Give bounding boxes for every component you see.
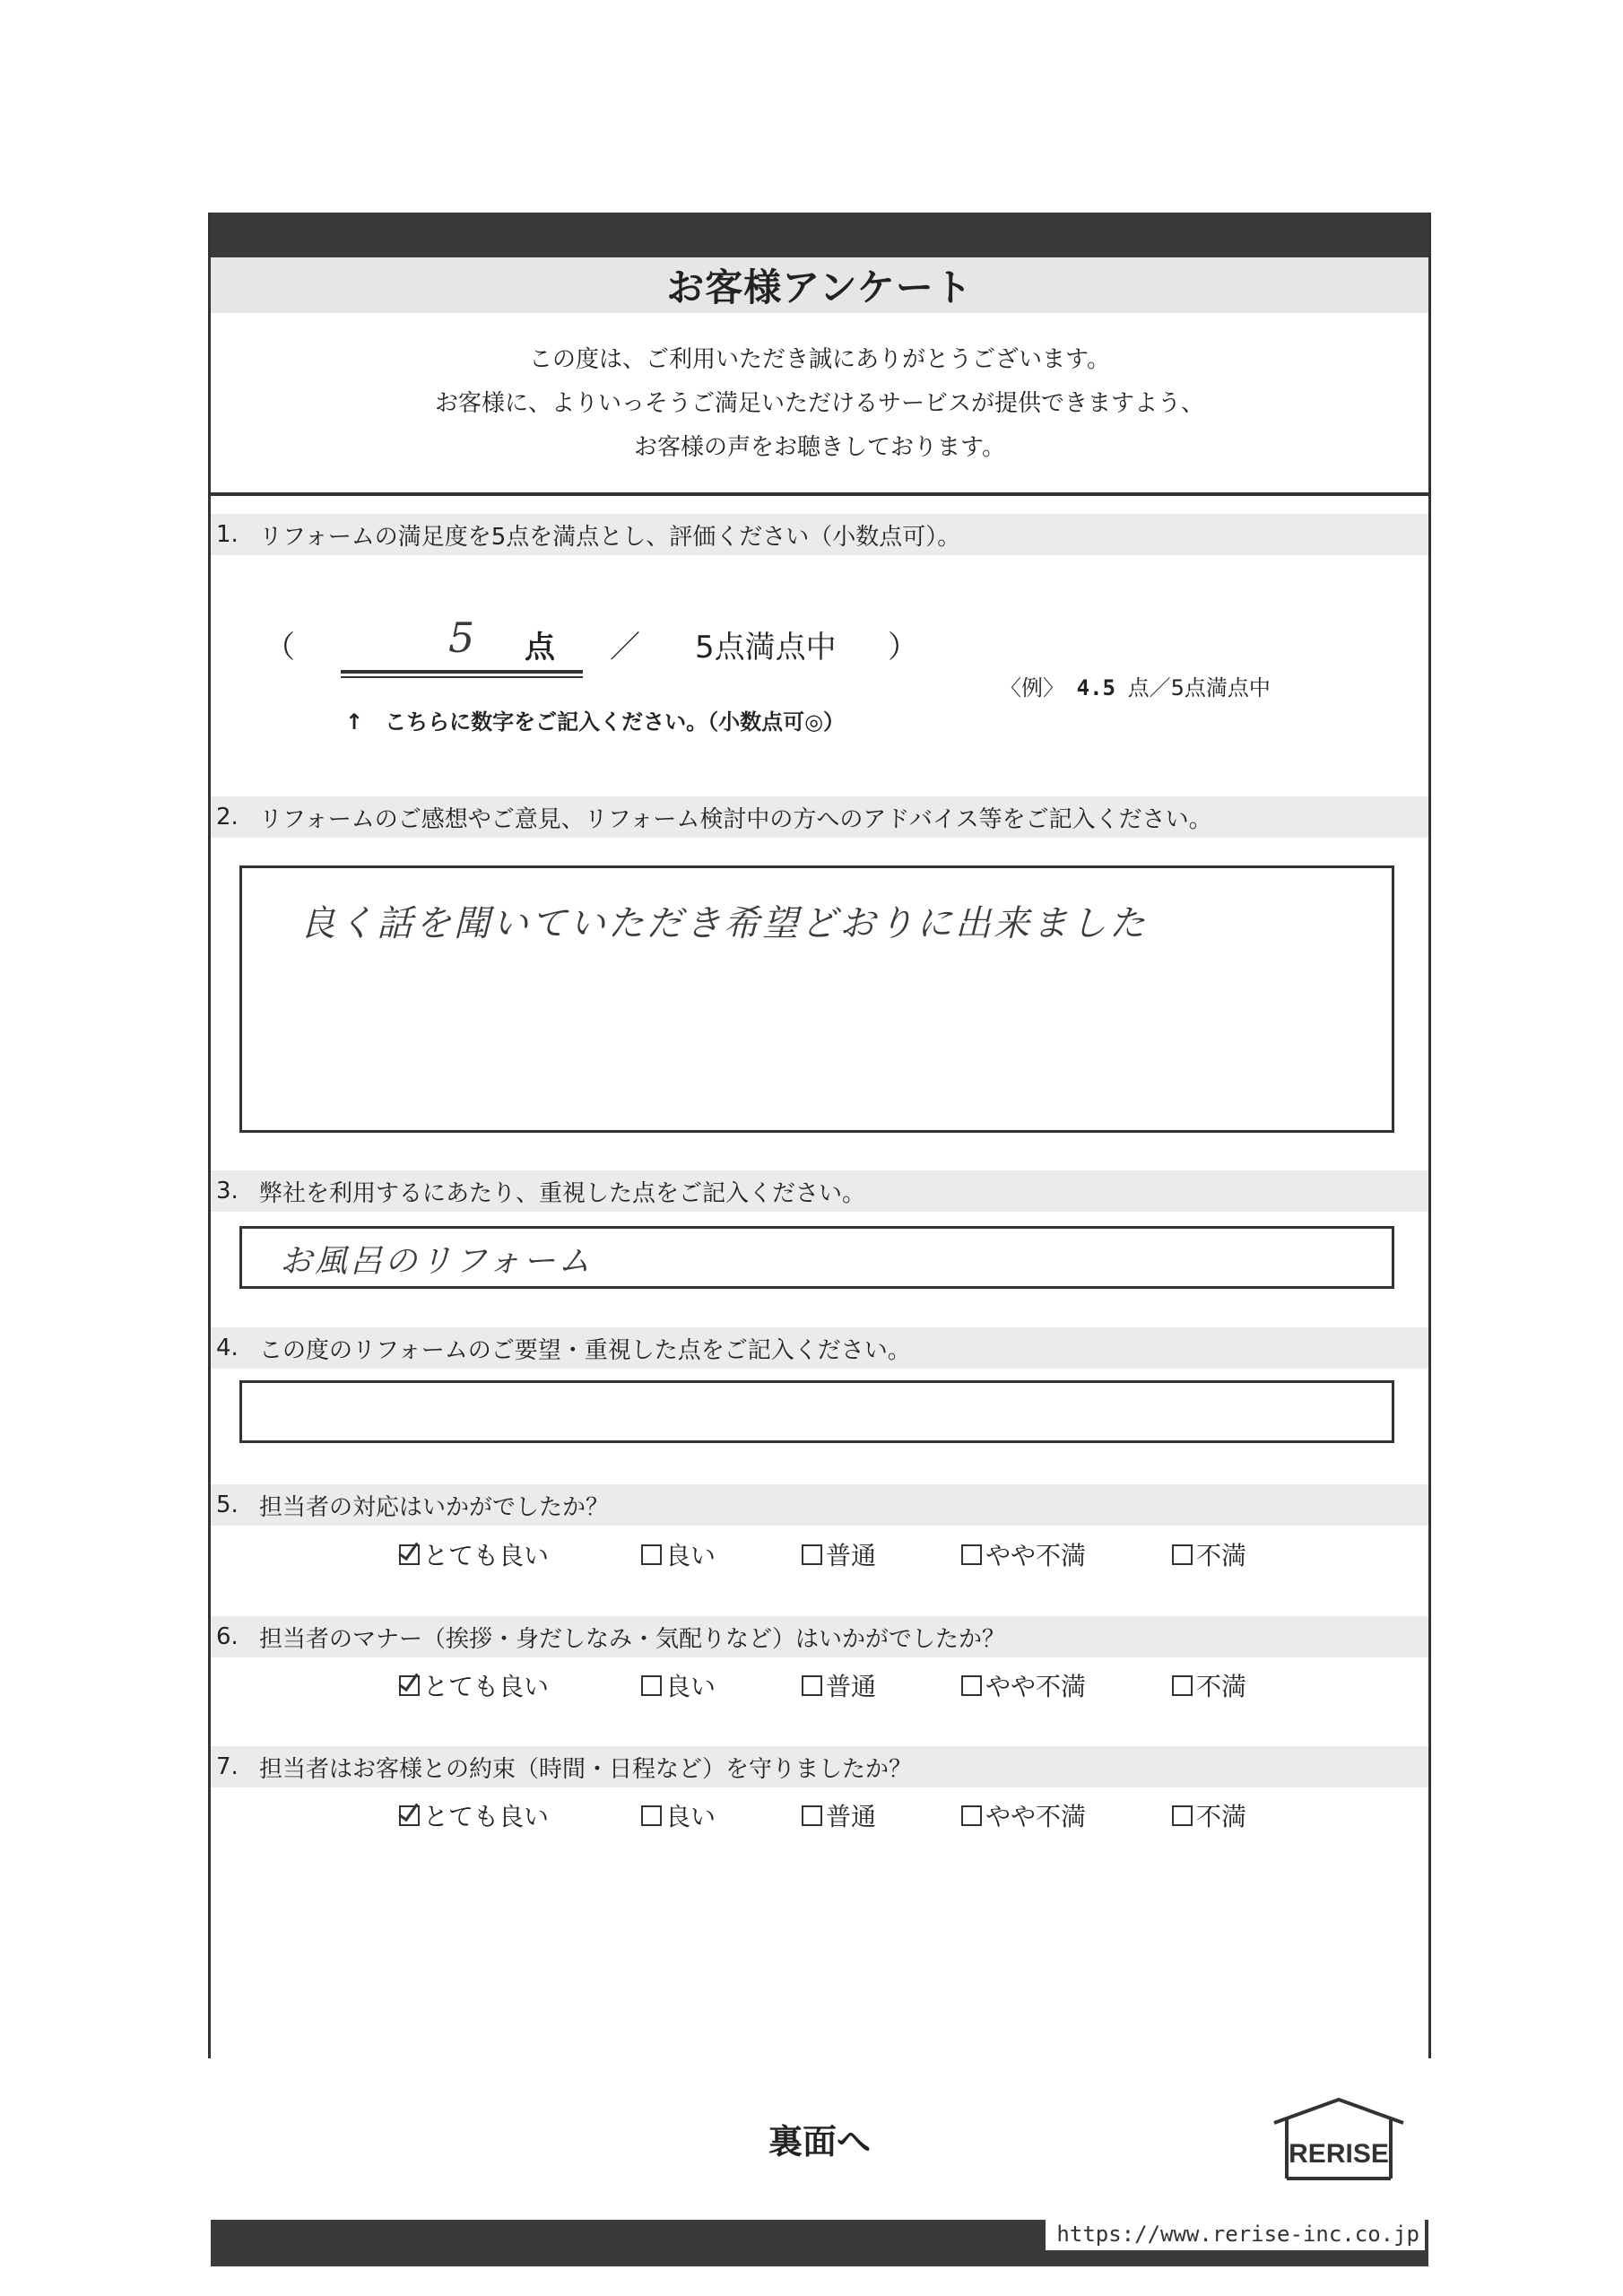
checkbox-icon[interactable]	[961, 1805, 982, 1826]
question-3	[211, 1170, 1428, 1212]
question-7	[211, 1746, 1428, 1787]
checkbox-checked-icon[interactable]	[399, 1805, 420, 1826]
score-max: 5点満点中	[695, 630, 837, 665]
open-paren: （	[265, 630, 295, 665]
question-number: 7.	[216, 1753, 239, 1780]
checkbox-checked-icon[interactable]	[399, 1544, 420, 1565]
checkbox-icon[interactable]	[802, 1544, 822, 1565]
question-number: 1.	[216, 521, 239, 548]
option-label: やや不満	[985, 1672, 1087, 1701]
checkbox-icon[interactable]	[1172, 1544, 1193, 1565]
score-underline	[341, 670, 583, 674]
question-number: 5.	[216, 1492, 239, 1518]
intro-line: この度は、ご利用いただき誠にありがとうございます。	[529, 346, 1110, 373]
checkbox-checked-icon[interactable]	[399, 1675, 420, 1696]
option-dissatisfied[interactable]	[1172, 1667, 1246, 1703]
option-label: やや不満	[985, 1802, 1087, 1831]
score-answer[interactable]: 5	[448, 613, 478, 662]
option-label: とても良い	[423, 1802, 550, 1831]
question-1	[211, 514, 1428, 555]
option-label: 不満	[1196, 1541, 1247, 1570]
top-bar	[211, 213, 1428, 257]
header-divider	[211, 492, 1428, 496]
question-2	[211, 796, 1428, 838]
checkbox-icon[interactable]	[961, 1675, 982, 1696]
example-label: 〈例〉	[1000, 675, 1064, 700]
option-good[interactable]	[641, 1797, 716, 1833]
question-text: 担当者の対応はいかがでしたか？	[259, 1493, 610, 1521]
title-bar	[211, 257, 1428, 313]
option-label: とても良い	[423, 1541, 550, 1570]
checkbox-icon[interactable]	[1172, 1805, 1193, 1826]
website-url[interactable]: https://www.rerise-inc.co.jp	[1046, 2220, 1425, 2250]
option-label: 良い	[665, 1541, 716, 1570]
option-somewhat-dissatisfied[interactable]	[961, 1797, 1086, 1833]
checkbox-icon[interactable]	[641, 1675, 662, 1696]
question-text: この度のリフォームのご要望・重視した点をご記入ください。	[259, 1336, 911, 1364]
form-title: お客様アンケート	[666, 265, 973, 309]
comment-box[interactable]	[239, 865, 1394, 1133]
option-average[interactable]	[802, 1536, 876, 1572]
question-text: リフォームのご感想やご意見、リフォーム検討中の方へのアドバイス等をご記入ください。	[259, 805, 1212, 833]
option-very-good[interactable]	[399, 1536, 549, 1572]
request-field[interactable]	[239, 1380, 1394, 1443]
score-slash: ／	[610, 630, 640, 665]
example-value: 4.5	[1076, 675, 1115, 700]
rating-options	[211, 1797, 1428, 1833]
score-row	[265, 613, 918, 666]
checkbox-icon[interactable]	[961, 1544, 982, 1565]
question-text: 弊社を利用するにあたり、重視した点をご記入ください。	[259, 1179, 866, 1207]
question-5	[211, 1484, 1428, 1526]
question-4	[211, 1327, 1428, 1369]
option-dissatisfied[interactable]	[1172, 1797, 1246, 1833]
question-6	[211, 1616, 1428, 1657]
score-note: ↑ こちらに数字をご記入ください。（小数点可◎）	[345, 709, 846, 735]
option-label: とても良い	[423, 1672, 550, 1701]
option-dissatisfied[interactable]	[1172, 1536, 1246, 1572]
option-label: 普通	[826, 1672, 877, 1701]
score-example	[1000, 670, 1271, 701]
score-underline-double	[341, 676, 583, 678]
intro-line: お客様に、よりいっそうご満足いただけるサービスが提供できますよう、	[434, 390, 1204, 417]
option-somewhat-dissatisfied[interactable]	[961, 1536, 1086, 1572]
question-text: 担当者のマナー（挨拶・身だしなみ・気配りなど）はいかがでしたか？	[259, 1625, 1006, 1653]
question-number: 2.	[216, 804, 239, 831]
score-unit: 点	[525, 630, 555, 665]
survey-form	[208, 213, 1431, 2247]
bottom-bar	[211, 2220, 1428, 2266]
option-label: 良い	[665, 1802, 716, 1831]
option-somewhat-dissatisfied[interactable]	[961, 1667, 1086, 1703]
option-average[interactable]	[802, 1797, 876, 1833]
checkbox-icon[interactable]	[641, 1805, 662, 1826]
checkbox-icon[interactable]	[802, 1805, 822, 1826]
option-label: 不満	[1196, 1802, 1247, 1831]
priority-field[interactable]	[239, 1226, 1394, 1289]
handwritten-answer: お風呂のリフォーム	[280, 1243, 594, 1280]
rating-options	[211, 1536, 1428, 1572]
option-label: 普通	[826, 1541, 877, 1570]
option-label: やや不満	[985, 1541, 1087, 1570]
checkbox-icon[interactable]	[802, 1675, 822, 1696]
option-good[interactable]	[641, 1536, 716, 1572]
option-average[interactable]	[802, 1667, 876, 1703]
rating-options	[211, 1667, 1428, 1703]
option-label: 不満	[1196, 1672, 1247, 1701]
question-number: 3.	[216, 1178, 239, 1205]
intro-text	[211, 338, 1428, 470]
logo-text: RERISE	[1289, 2139, 1389, 2169]
question-number: 4.	[216, 1335, 239, 1361]
question-text: 担当者はお客様との約束（時間・日程など）を守りましたか？	[259, 1755, 913, 1783]
rerise-logo	[1269, 2096, 1412, 2182]
intro-line: お客様の声をお聴きしております。	[634, 434, 1005, 461]
checkbox-icon[interactable]	[1172, 1675, 1193, 1696]
option-very-good[interactable]	[399, 1667, 549, 1703]
option-label: 良い	[665, 1672, 716, 1701]
option-label: 普通	[826, 1802, 877, 1831]
example-suffix: 点／5点満点中	[1127, 675, 1271, 700]
handwritten-answer: 良く話を聞いていただき希望どおりに出来ました	[299, 903, 1148, 944]
checkbox-icon[interactable]	[641, 1544, 662, 1565]
option-good[interactable]	[641, 1667, 716, 1703]
question-number: 6.	[216, 1623, 239, 1650]
question-text: リフォームの満足度を5点を満点とし、評価ください（小数点可）。	[259, 523, 961, 551]
option-very-good[interactable]	[399, 1797, 549, 1833]
next-page-label: 裏面へ	[768, 2122, 871, 2161]
close-paren: ）	[888, 630, 918, 665]
